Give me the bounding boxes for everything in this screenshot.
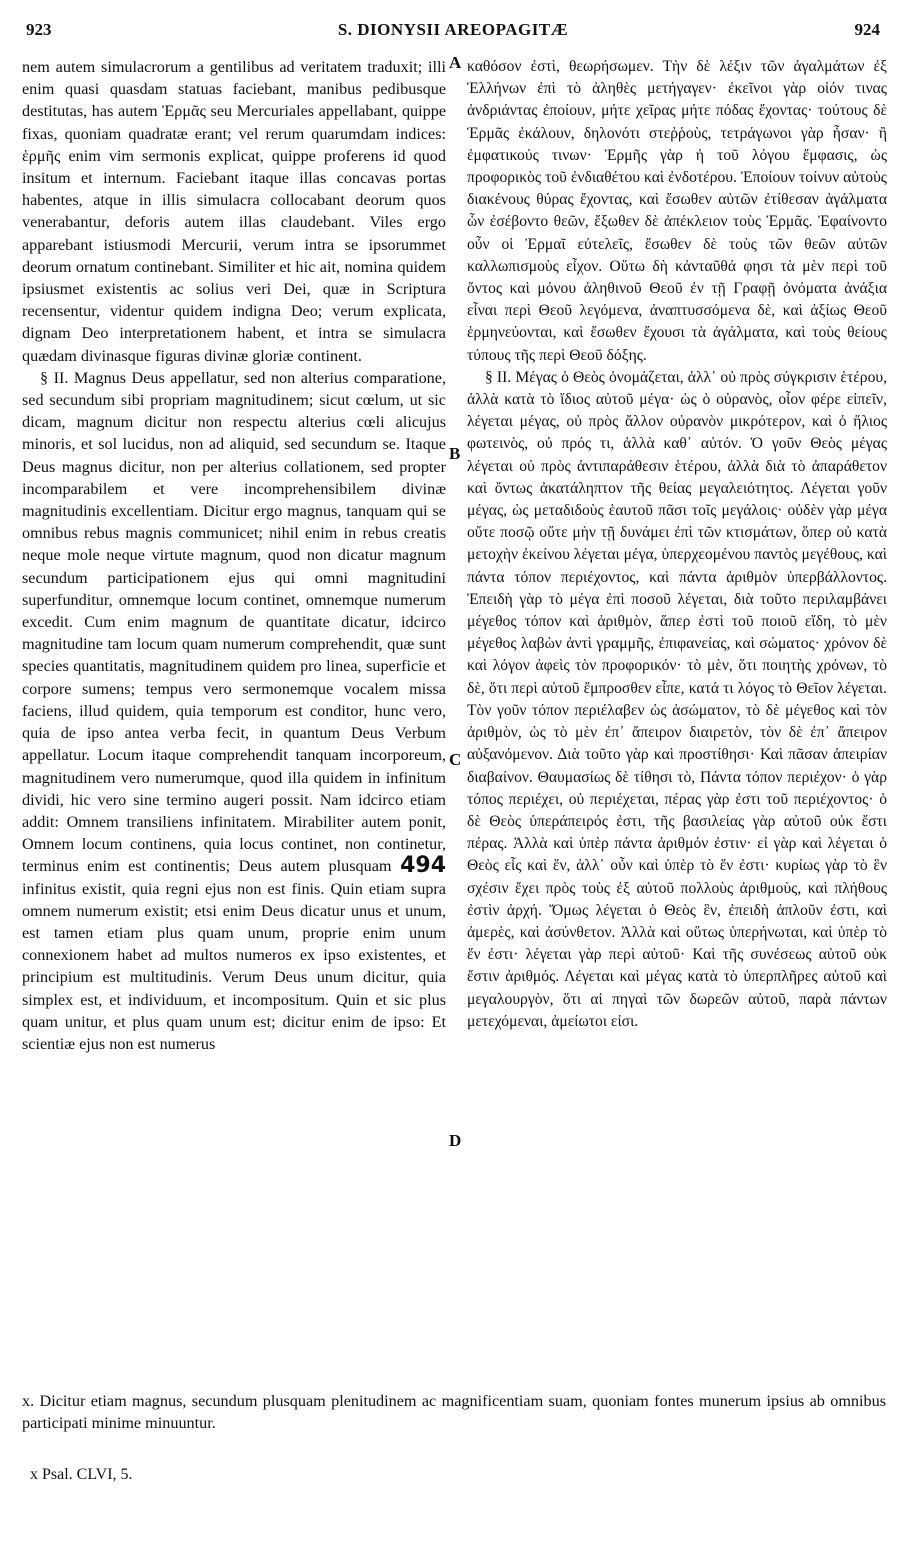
- footnote: x Psal. CLVI, 5.: [30, 1466, 133, 1483]
- margin-letter-b: B: [449, 444, 461, 463]
- page-number-left: 923: [26, 20, 52, 39]
- margin-letter-c: C: [449, 750, 462, 769]
- margin-letter-d: D: [449, 1131, 462, 1150]
- running-title: S. DIONYSII AREOPAGITÆ: [337, 20, 569, 39]
- latin-closing-line: x. Dicitur etiam magnus, secundum plusquam plenitudinem ac magnificentiam suam, quoniam fontes munerum ipsius ab omnibus participati minime minuuntur.: [22, 1392, 886, 1433]
- greek-paragraph-2: § II. Μέγας ὁ Θεὸς ὀνομάζεται, ἀλλ᾽ οὐ πρὸς σύγκρισιν ἑτέρου, ἀλλὰ κατὰ τὸ ἴδιος αὐτοῦ μέγα· ὡς ὁ οὐρανὸς, οἷον φέρε εἰπεῖν, λέγεται μέγας, οὐ πρὸς ἄλλον οὐρανὸν μικρότερον, καὶ ὁ ἥλιος φωτεινὸς, οὐ πρός τι, ἀλλὰ καθ᾽ αὐτόν. Ὁ γοῦν Θεὸς μέγας λέγεται οὐ πρὸς ἀντιπαράθεσιν ἑτέρου, ἀλλὰ διὰ τὸ ἀπαράθετον καὶ ὄντως ἀκατάληπτον τῆς θείας μεγαλειότητος. Λέγεται γοῦν μέγας, ὡς μεταδιδοὺς ἑαυτοῦ πᾶσι τοῖς μεγάλοις· οὐδὲν γὰρ μέγα οὔτε ποσῷ οὔτε μὴν τῇ δυνάμει ἐπὶ τῶν κτισμάτων, ὅπερ οὐ κατὰ μετοχὴν ἐκείνου λέγεται μέγα, ὑπερχεομένου παντὸς μεγέθους, καὶ πάντα τόπον περιέχοντος, καὶ πάντα ἀριθμὸν ὑπερβάλλοντος. Ἐπειδὴ γὰρ τὸ μέγα ἐπὶ ποσοῦ λέγεται, διὰ τοῦτο περιλαμβάνει μέγεθος τόπον καὶ ἀριθμὸν, ἅπερ ἐστὶ τοῦ ποιοῦ εἴδη, τὸ μὲν μέγεθος λαβὼν ἀντὶ γραμμῆς, ἐπιφανείας, καὶ σώματος· χρόνον δὲ καὶ λόγον ἀφεὶς τὸν προφορικόν· τὸ μὲν, ὅτι ποιητὴς χρόνων, τὸ δὲ, ὅτι περὶ αὐτοῦ ἔμπροσθεν εἶπε, κατά τι λόγος τὸ Θεῖον λέγεται. Τὸν γοῦν τόπον περιέλαβεν ὡς ἀσώματον, τὸ δὲ μέγεθος καὶ τὸν ἀριθμὸν, ὡς τὸ μὲν ἐπ᾽ ἄπειρον διαιρετὸν, τὸν δὲ ἐπ᾽ ἄπειρον αὐξανόμενον. Διὰ τοῦτο γὰρ καὶ προστίθησι· Καὶ πᾶσαν ἀπειρίαν διαβαίνον. Θαυμασίως δὲ τίθησι τὸ, Πάντα τόπον περιέχον· ὁ γὰρ τόπος περιέχει, οὐ περιέχεται, πέρας γὰρ ἐστι τοῦ περιέχοντος· ὁ δὲ Θεὸς ὑπεράπειρός ἐστι, τῆς βασιλείας γὰρ αὐτοῦ οὐκ ἔστι πέρας. Ἀλλὰ καὶ ὑπὲρ πάντα ἀριθμόν ἐστιν· εἰ γὰρ καὶ λέγεται ὁ Θεὸς εἷς καὶ ἕν, ἀλλ᾽ οὖν καὶ ὑπὲρ τὸ ἕν ἐστι· κυρίως γὰρ τὸ ἓν σχέσιν ἔχει πρὸς τοὺς ἐξ αὐτοῦ πολλοὺς ἀριθμοὺς, καὶ πλήθους ἐστὶν ἀρχή. Ὅμως λέγεται ὁ Θεὸς ἓν, ἐπειδὴ ἁπλοῦν ἐστι, καὶ ἀμερὲς, καὶ ἀσύνθετον. Ἀλλὰ καὶ οὕτως ὑπερήνωται, καὶ ὑπὲρ τὸ ἕν ἐστι· λέγεται γὰρ περὶ αὐτοῦ· Καὶ τῆς συνέσεως αὐτοῦ οὐκ ἔστιν ἀριθμός. Λέγεται καὶ μέγας κατὰ τὸ ὑπερπλῆρες αὐτοῦ καὶ μεγαλουργὸν, ὅτι αἱ πηγαὶ τῶν δωρεῶν αὐτοῦ, παρὰ πάντων μετεχόμεναι, ἀμείωτοι εἰσι.: [467, 368, 887, 1030]
- greek-column: [467, 56, 887, 1033]
- latin-paragraph-2: [22, 367, 446, 1055]
- page-number-right: 924: [854, 20, 880, 39]
- latin-paragraph-1: nem autem simulacrorum a gentilibus ad veritatem traduxit; illi enim quasi quasdam statuas faciebant, manibus pedibusque destitutas, has autem Ἑρμᾶς seu Mercuriales appellabant, quippe fixas, quoniam quadratæ erant; vel rerum quarumdam indices: ἑρμῆς enim vim sermonis explicat, quippe proferens id quod insitum et internum. Faciebant itaque illas concavas portas habentes, atque in illis simulacra collocabant deorum quos venerabantur, deforis autem illas claudebant. Viles ergo apparebant istiusmodi Mercurii, verum intra se ipsorummet deorum ornatum continebant. Similiter et hic ait, nomina quidem ipsiusmet existentis ac solius veri Dei, quæ in Scriptura recensentur, videntur quidem indigna Deo; verum explicata, dignam Deo interpretationem habent, et intra se simulacra quædam divinasque figuras divinæ gloriæ continent.: [22, 58, 446, 365]
- marginal-reference-number: 494: [400, 853, 447, 879]
- latin-paragraph-2a: § II. Magnus Deus appellatur, sed non alterius comparatione, sed secundum sibi propriam magnitudinem; sicut cœlum, ut sic dicam, magnum dicitur non respectu alterius cœli alicujus minoris, et sol lucidus, non ad aliquid, sed secundum se. Itaque Deus magnus dicitur, non per alterius collationem, sed propter incomparabilem et vere incomprehensibilem divinæ magnitudinis excellentiam. Dicitur ergo magnus, tanquam qui se omnibus rebus magnis communicet; nihil enim in rebus creatis neque mole neque virtute magnum, quod non dicatur magnum secundum participationem ejus qui omni magnitudini superfunditur, omnemque locum continet, omnemque numerum excedit. Cum enim magnum de quantitate dicatur, idcirco magnitudine tam locum quam numerum comprehendit, quæ sunt species quantitatis, magnitudinem quidem pro linea, superficie et corpore sumens; tempus vero sermonemque vocalem missa faciens, illud quidem, quia temporum est conditor, hunc vero, quia de ipso antea verba fecit, in quantum Deus Verbum appellatur. Locum itaque comprehendit tanquam incorporeum, magnitudinem vero numerumque, quod illa quidem in infinitum dividi, hic vero sine termino augeri possit. Nam idcirco etiam addit: Omnem transiliens infinitatem. Mirabiliter autem ponit, Omnem locum continens, quia locus continet, non continetur, terminus enim est continentis; Deus autem plusquam: [22, 368, 446, 876]
- margin-letter-a: A: [449, 53, 462, 72]
- page-header: [26, 20, 880, 50]
- latin-paragraph-2b: infinitus existit, quia regni ejus non est finis. Quin etiam supra omnem numerum existit; etsi enim Deus dicatur unus et unum, est tamen etiam plus quam unum, proprie enim unum connexionem habet ad multos numeros ex ipso existentes, et principium est multitudinis. Verum Deus unum dicitur, quia simplex est, et individuum, et incompositum. Quin et sic plus quam unitur, et plus quam unum est; dicitur enim de ipso: Et scientiæ ejus non est numerus: [22, 879, 446, 1053]
- latin-column: [22, 56, 446, 1055]
- greek-paragraph-1: καθόσον ἐστὶ, θεωρήσωμεν. Τὴν δὲ λέξιν τῶν ἀγαλμάτων ἐξ Ἑλλήνων ἐπὶ τὸ ἀληθὲς μετήγαγεν· ἐκεῖνοι γὰρ οἱόν τινας ἀνδριάντας ἐποίουν, μήτε χεῖρας μήτε πόδας ἔχοντας· τούτους δὲ Ἑρμᾶς ἐκάλουν, δηλονότι στεῤῥοὺς, τετράγωνοι γὰρ ἦσαν· ἢ ἐμφατικούς τινων· Ἑρμῆς γὰρ ἡ τοῦ λόγου ἔμφασις, ὡς προφορικὸς τοῦ ἐνδιαθέτου καὶ ἐνδοτέρου. Ἐποίουν τοίνυν αὐτοὺς διακένους θύρας ἔχοντας, καὶ ἔσωθεν αὐτῶν ἐτίθεσαν ἀγάλματα ὧν ἐσέβοντο θεῶν, ἔξωθεν δὲ ἀπέκλειον τοὺς Ἑρμᾶς. Ἐφαίνοντο οὖν οἱ Ἑρμαῖ εὐτελεῖς, ἔσωθεν δὲ τοὺς τῶν θεῶν αὐτῶν καλλωπισμοὺς εἶχον. Οὕτω δὴ κἀνταῦθά φησι τὰ μὲν περὶ τοῦ ὄντος καὶ μόνου ἀληθινοῦ Θεοῦ ἐν τῇ Γραφῇ ὀνόματα ἀνάξια εἶναι περὶ Θεοῦ λεγόμενα, ἀναπτυσσόμενα δὲ, καὶ ἀξίως Θεοῦ ἑρμηνεύονται, καὶ ἔσωθεν ἔχουσι τὰ ἀγάλματα, καὶ τοὺς θείους τύπους τῆς περὶ Θεοῦ δόξης.: [467, 58, 887, 364]
